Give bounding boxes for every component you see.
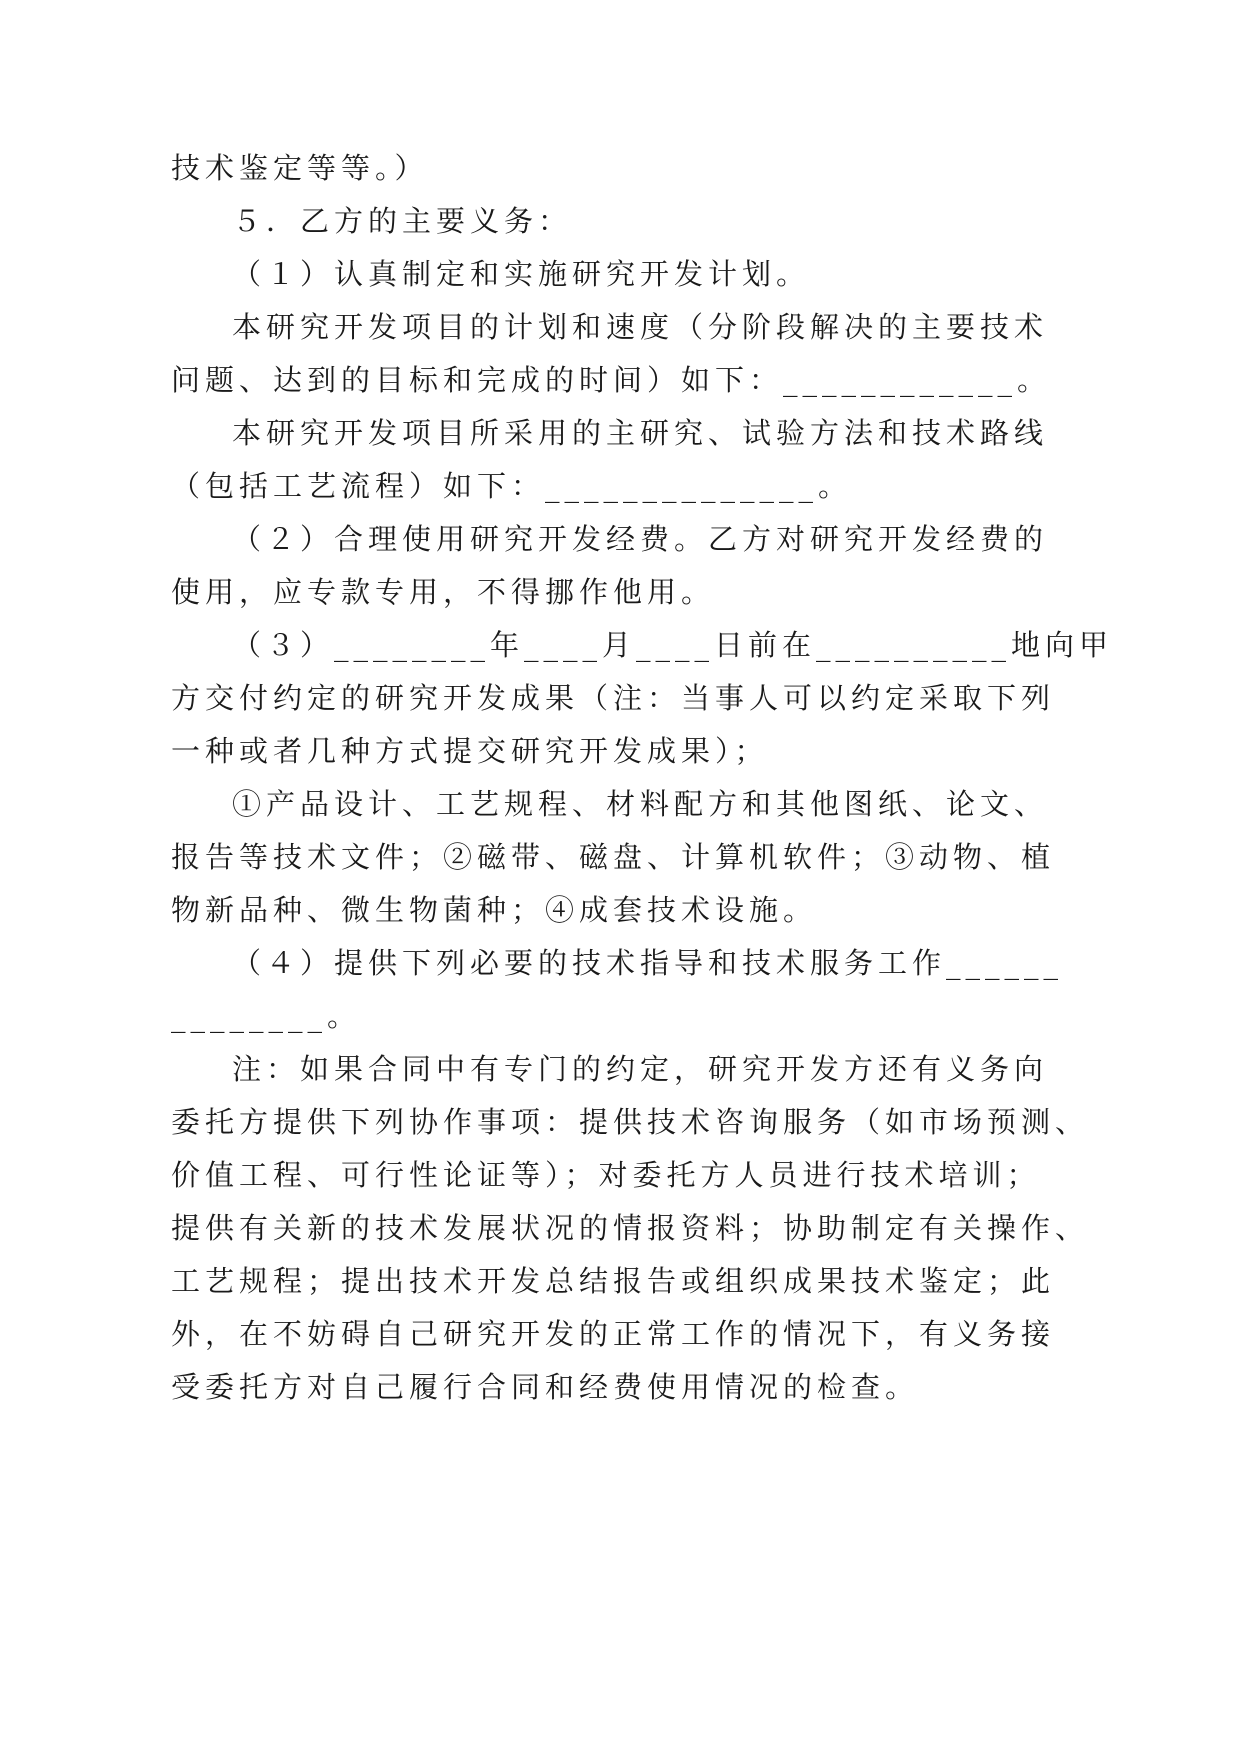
- text-line: （４）提供下列必要的技术指导和技术服务工作______: [232, 946, 1064, 980]
- text-line: 委托方提供下列协作事项：提供技术咨询服务（如市场预测、: [171, 1105, 1090, 1139]
- text-line: 工艺规程；提出技术开发总结报告或组织成果技术鉴定；此: [171, 1264, 1056, 1298]
- text-line: （３）________年____月____日前在__________地向甲: [232, 628, 1114, 662]
- text-line: 使用，应专款专用，不得挪作他用。: [171, 575, 716, 609]
- text-line: 价值工程、可行性论证等）；对委托方人员进行技术培训；: [171, 1158, 1041, 1192]
- text-line: （２）合理使用研究开发经费。乙方对研究开发经费的: [232, 522, 1049, 556]
- text-line: 一种或者几种方式提交研究开发成果）；: [171, 734, 769, 768]
- text-line: 方交付约定的研究开发成果（注：当事人可以约定采取下列: [171, 681, 1056, 715]
- text-line: （包括工艺流程）如下：______________。: [171, 469, 853, 503]
- text-line: （１）认真制定和实施研究开发计划。: [232, 257, 811, 291]
- text-line: 报告等技术文件；②磁带、磁盘、计算机软件；③动物、植: [171, 840, 1056, 874]
- text-line: 受委托方对自己履行合同和经费使用情况的检查。: [171, 1370, 920, 1404]
- text-line: 物新品种、微生物菌种；④成套技术设施。: [171, 893, 818, 927]
- text-line: ________。: [171, 999, 362, 1033]
- text-line: ５．乙方的主要义务：: [232, 204, 573, 238]
- text-line: 本研究开发项目所采用的主研究、试验方法和技术路线: [232, 416, 1049, 450]
- text-line: 问题、达到的目标和完成的时间）如下：____________。: [171, 363, 1052, 397]
- text-line: 技术鉴定等等。）: [171, 151, 429, 185]
- text-line: 本研究开发项目的计划和速度（分阶段解决的主要技术: [232, 310, 1049, 344]
- text-line: 提供有关新的技术发展状况的情报资料；协助制定有关操作、: [171, 1211, 1090, 1245]
- text-line: 注：如果合同中有专门的约定，研究开发方还有义务向: [232, 1052, 1049, 1086]
- text-line: ①产品设计、工艺规程、材料配方和其他图纸、论文、: [232, 787, 1049, 821]
- text-line: 外，在不妨碍自己研究开发的正常工作的情况下，有义务接: [171, 1317, 1056, 1351]
